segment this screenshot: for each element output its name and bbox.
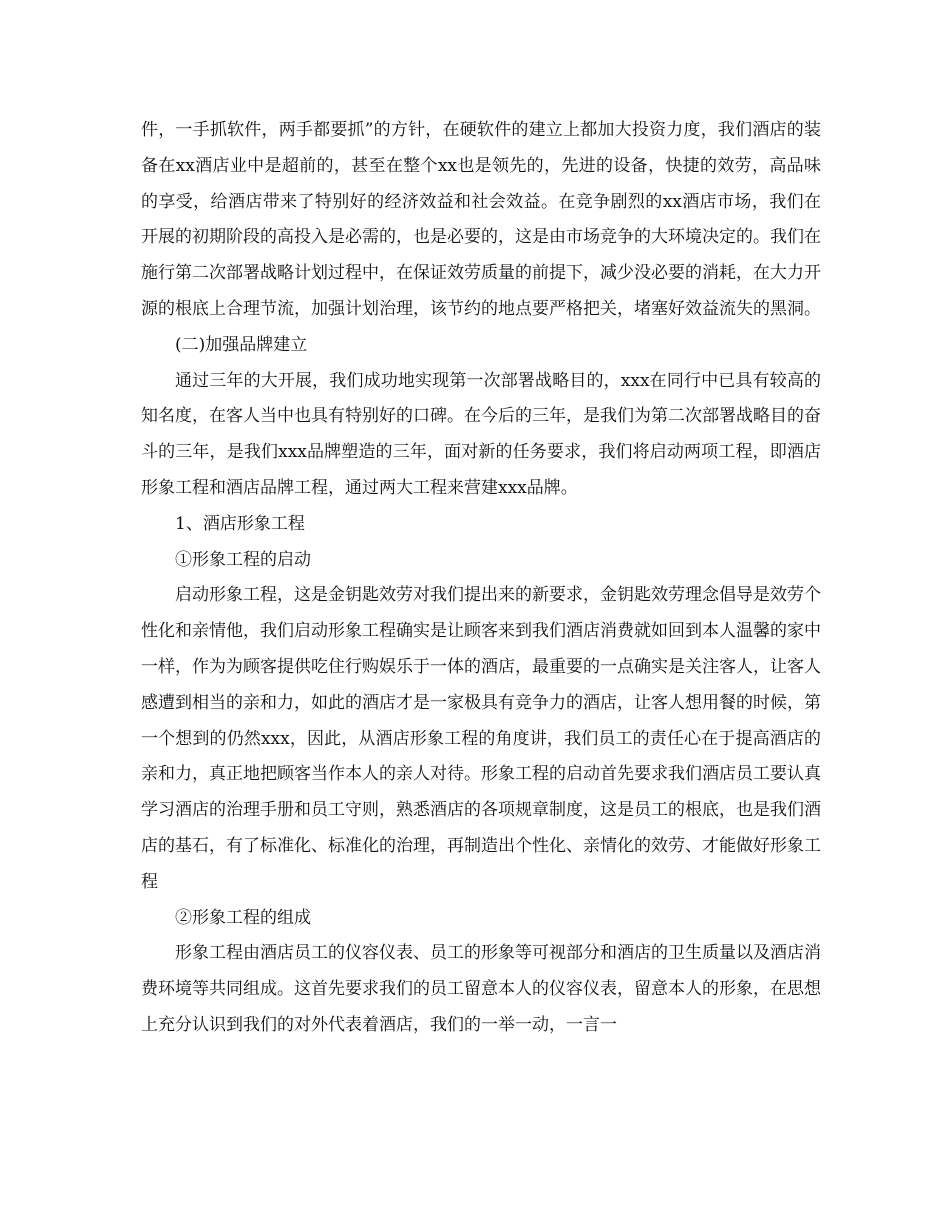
item-heading-project-composition: ②形象工程的组成: [175, 907, 311, 928]
subsection-heading-image-project: 1、酒店形象工程: [175, 513, 305, 534]
paragraph-brand-strategy: 通过三年的大开展，我们成功地实现第一次部署战略目的，xxx在同行中已具有较高的知名度，在客人当中也具有特别好的口碑。在今后的三年，是我们为第二次部署战略目的奋斗的三年，是我们xxx品牌塑造的三年，面对新的任务要求，我们将启动两项工程，即酒店形象工程和酒店品牌工程，通过两大工程来营建xxx品牌。: [141, 370, 821, 498]
section-heading-brand-building: (二)加强品牌建立: [175, 334, 308, 355]
paragraph-cost-control: 件，一手抓软件，两手都要抓”的方针，在硬软件的建立上都加大投资力度，我们酒店的装备在xx酒店业中是超前的，甚至在整个xx也是领先的，先进的设备，快捷的效劳，高品味的享受，给酒店带来了特别好的经济效益和社会效益。在竞争剧烈的xx酒店市场，我们在开展的初期阶段的高投入是必需的，也是必要的，这是由市场竞争的大环境决定的。我们在施行第二次部署战略计划过程中，在保证效劳质量的前提下，减少没必要的消耗，在大力开源的根底上合理节流，加强计划治理，该节约的地点要严格把关，堵塞好效益流失的黑洞。: [141, 120, 821, 319]
item-heading-project-launch: ①形象工程的启动: [175, 549, 311, 570]
document-page: [141, 113, 821, 1044]
paragraph-project-composition: 形象工程由酒店员工的仪容仪表、员工的形象等可视部分和酒店的卫生质量以及酒店消费环境等共同组成。这首先要求我们的员工留意本人的仪容仪表，留意本人的形象，在思想上充分认识到我们的对外代表着酒店，我们的一举一动，一言一: [141, 943, 821, 1035]
paragraph-project-launch: 启动形象工程，这是金钥匙效劳对我们提出来的新要求，金钥匙效劳理念倡导是效劳个性化和亲情他，我们启动形象工程确实是让顾客来到我们酒店消费就如回到本人温馨的家中一样，作为为顾客提供吃住行购娱乐于一体的酒店，最重要的一点确实是关注客人，让客人感遭到相当的亲和力，如此的酒店才是一家极具有竞争力的酒店，让客人想用餐的时候，第一个想到的仍然xxx，因此，从酒店形象工程的角度讲，我们员工的责任心在于提高酒店的亲和力，真正地把顾客当作本人的亲人对待。形象工程的启动首先要求我们酒店员工要认真学习酒店的治理手册和员工守则，熟悉酒店的各项规章制度，这是员工的根底，也是我们酒店的基石，有了标准化、标准化的治理，再制造出个性化、亲情化的效劳、才能做好形象工程: [141, 585, 821, 892]
